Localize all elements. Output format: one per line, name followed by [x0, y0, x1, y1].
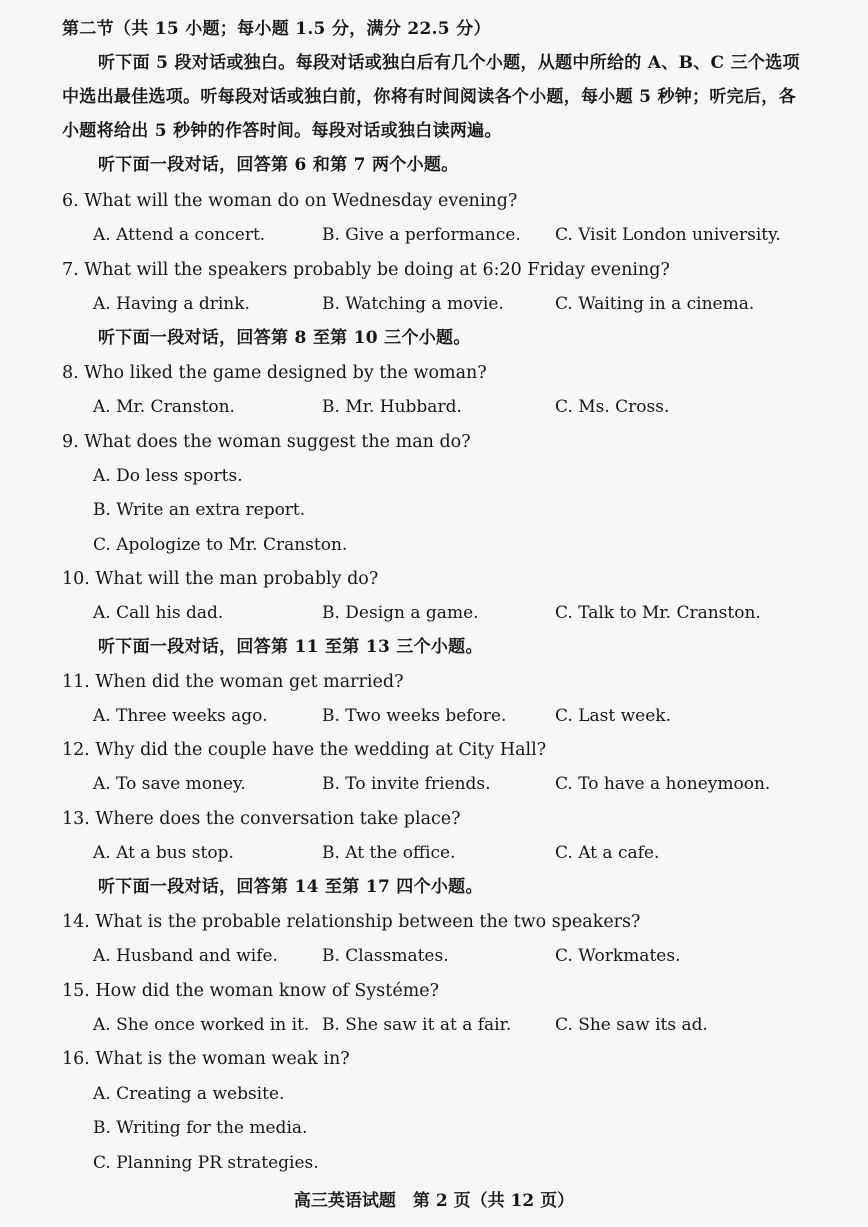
- option-a[interactable]: A. Call his dad.: [93, 603, 224, 623]
- question-16-option-c[interactable]: C. Planning PR strategies.: [93, 1153, 319, 1173]
- option-a[interactable]: A. Mr. Cranston.: [93, 397, 235, 417]
- question-14-stem: 14. What is the probable relationship between the two speakers?: [62, 912, 641, 932]
- question-11-stem: 11. When did the woman get married?: [62, 672, 404, 692]
- option-c[interactable]: C. Waiting in a cinema.: [555, 294, 755, 314]
- instruction-line-3: 小题将给出 5 秒钟的作答时间。每段对话或独白读两遍。: [62, 121, 502, 141]
- option-c[interactable]: C. Talk to Mr. Cranston.: [555, 603, 761, 623]
- option-c[interactable]: C. To have a honeymoon.: [555, 774, 771, 794]
- option-b[interactable]: B. Classmates.: [322, 946, 449, 966]
- section-header: 第二节（共 15 小题；每小题 1.5 分，满分 22.5 分）: [62, 19, 491, 39]
- option-b[interactable]: B. To invite friends.: [322, 774, 491, 794]
- question-12-options: [0, 769, 868, 799]
- option-a[interactable]: A. She once worked in it.: [93, 1015, 310, 1035]
- option-b[interactable]: B. She saw it at a fair.: [322, 1015, 512, 1035]
- option-c[interactable]: C. At a cafe.: [555, 843, 660, 863]
- option-a[interactable]: A. Having a drink.: [93, 294, 250, 314]
- option-b[interactable]: B. Watching a movie.: [322, 294, 504, 314]
- question-9-option-c[interactable]: C. Apologize to Mr. Cranston.: [93, 535, 348, 555]
- question-12-stem: 12. Why did the couple have the wedding at City Hall?: [62, 740, 547, 760]
- option-b[interactable]: B. Mr. Hubbard.: [322, 397, 462, 417]
- question-15-stem: 15. How did the woman know of Systéme?: [62, 981, 440, 1001]
- option-a[interactable]: A. Attend a concert.: [93, 225, 266, 245]
- option-a[interactable]: A. Husband and wife.: [93, 946, 278, 966]
- page-footer: 高三英语试题 第 2 页（共 12 页）: [293, 1191, 575, 1211]
- option-b[interactable]: B. Give a performance.: [322, 225, 521, 245]
- option-b[interactable]: B. Design a game.: [322, 603, 479, 623]
- option-b[interactable]: B. Two weeks before.: [322, 706, 507, 726]
- question-9-option-a[interactable]: A. Do less sports.: [93, 466, 243, 486]
- instruction-line-2: 中选出最佳选项。听每段对话或独白前，你将有时间阅读各个小题，每小题 5 秒钟；听完后，各: [62, 87, 796, 107]
- question-8-options: [0, 392, 868, 422]
- question-16-option-a[interactable]: A. Creating a website.: [93, 1084, 285, 1104]
- question-14-options: [0, 941, 868, 971]
- question-6-options: [0, 220, 868, 250]
- dialogue-note-1: 听下面一段对话，回答第 6 和第 7 两个小题。: [98, 155, 459, 175]
- question-9-option-b[interactable]: B. Write an extra report.: [93, 500, 306, 520]
- question-10-stem: 10. What will the man probably do?: [62, 569, 379, 589]
- question-15-options: [0, 1010, 868, 1040]
- question-11-options: [0, 701, 868, 731]
- question-6-stem: 6. What will the woman do on Wednesday evening?: [62, 191, 518, 211]
- question-10-options: [0, 598, 868, 628]
- option-c[interactable]: C. Last week.: [555, 706, 671, 726]
- question-8-stem: 8. Who liked the game designed by the woman?: [62, 363, 487, 383]
- option-c[interactable]: C. Visit London university.: [555, 225, 781, 245]
- question-16-option-b[interactable]: B. Writing for the media.: [93, 1118, 308, 1138]
- question-16-stem: 16. What is the woman weak in?: [62, 1049, 350, 1069]
- option-a[interactable]: A. Three weeks ago.: [93, 706, 268, 726]
- option-a[interactable]: A. At a bus stop.: [93, 843, 234, 863]
- option-c[interactable]: C. She saw its ad.: [555, 1015, 708, 1035]
- question-7-options: [0, 289, 868, 319]
- dialogue-note-4: 听下面一段对话，回答第 14 至第 17 四个小题。: [98, 877, 483, 897]
- dialogue-note-3: 听下面一段对话，回答第 11 至第 13 三个小题。: [98, 637, 483, 657]
- question-13-options: [0, 838, 868, 868]
- question-9-stem: 9. What does the woman suggest the man do?: [62, 432, 471, 452]
- question-7-stem: 7. What will the speakers probably be doing at 6:20 Friday evening?: [62, 260, 670, 280]
- option-b[interactable]: B. At the office.: [322, 843, 456, 863]
- instruction-line-1: 听下面 5 段对话或独白。每段对话或独白后有几个小题，从题中所给的 A、B、C 三个选项: [98, 53, 800, 73]
- option-c[interactable]: C. Ms. Cross.: [555, 397, 670, 417]
- question-13-stem: 13. Where does the conversation take place?: [62, 809, 461, 829]
- option-c[interactable]: C. Workmates.: [555, 946, 681, 966]
- dialogue-note-2: 听下面一段对话，回答第 8 至第 10 三个小题。: [98, 328, 471, 348]
- option-a[interactable]: A. To save money.: [93, 774, 246, 794]
